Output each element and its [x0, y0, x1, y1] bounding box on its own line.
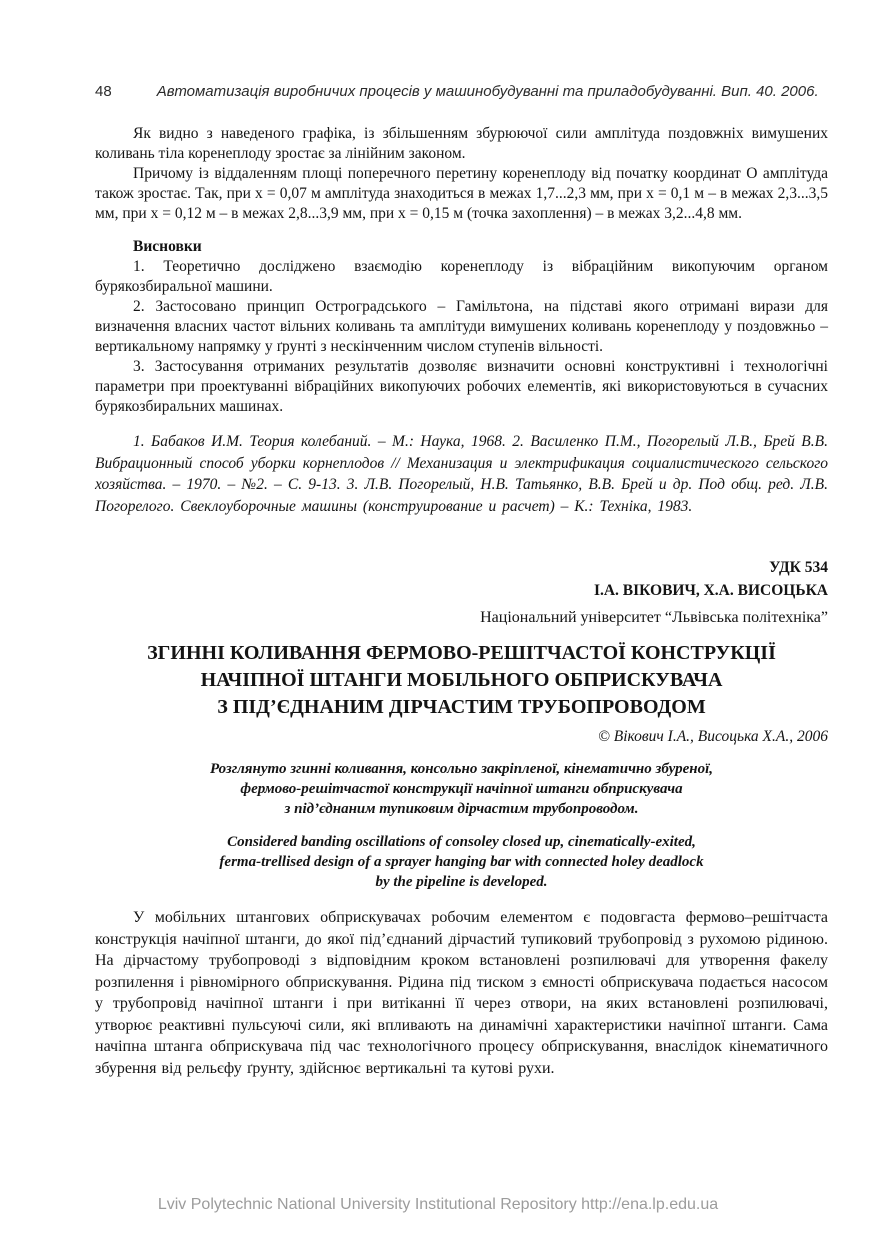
page-number: 48 [95, 83, 112, 100]
abstract-line: ferma-trellised design of a sprayer hanging bar with connected holey deadlock [219, 854, 704, 870]
udc-code: УДК 534 [769, 559, 828, 576]
affiliation-line: Національний університет “Львівська політехніка” [480, 609, 828, 626]
abstract-line: Considered banding oscillations of consoley closed up, cinematically-exited, [227, 834, 696, 850]
conclusions-heading: Висновки [133, 238, 202, 255]
references-block: 1. Бабаков И.М. Теория колебаний. – М.: Наука, 1968. 2. Василенко П.М., Погорелый Л.В., Брей В.В. Вибрационный способ уборки корнеплодов // Механизация и электрификация социалистического сельского хозяйства. – 1970. – №2. – С. 9-13. 3. Л.В. Погорелый, Н.В. Татьянко, В.В. Брей и др. Под общ. ред. Л.В. Погорелого. Свеклоуборочные машины (конструирование и расчет) – К.: Техніка, 1983. [95, 433, 828, 515]
previous-article-section [95, 124, 828, 517]
abstract-line: by the pipeline is developed. [375, 874, 548, 890]
abstract-line: Розглянуто згинні коливання, консольно закріпленої, кінематично збуреної, [209, 761, 714, 777]
journal-title: Автоматизація виробничих процесів у машинобудуванні та приладобудуванні. Вип. 40. 2006. [156, 83, 819, 100]
article-title [95, 640, 828, 721]
authors-line: І.А. ВІКОВИЧ, Х.А. ВИСОЦЬКА [593, 582, 828, 599]
intro-paragraph: У мобільних штангових обприскувачах робочим елементом є подовгаста фермово–решітчаста конструкція начіпної штанги, до якої під’єднаний дірчастий тупиковий трубопровід з рухомою рідиною. На дірчастому трубопроводі з відповідним кроком встановлені розпилювачі для утворення факелу розпилення і рівномірного обприскування. Рідина під тиском з ємності обприскувача подається насосом у трубопровід начіпної штанги і при витіканні її через отвори, на яких встановлені розпилювачі, утворює реактивні пульсуючі сили, які впливають на динамічні характеристики начіпної штанги. Сама начіпна штанга обприскувача під час технологічного процесу обприскування, внаслідок кінематичного збурення від рельєфу ґрунту, здійснює вертикальні та кутові рухи. [95, 909, 828, 1077]
repository-footer: Lviv Polytechnic National University Institutional Repository http://ena.lp.edu.ua [157, 1196, 719, 1213]
copyright-line: © Вікович І.А., Висоцька Х.А., 2006 [598, 728, 828, 745]
conclusion-item: 3. Застосування отриманих результатів дозволяє визначити основні конструктивні і технологічні параметри при проектуванні вібраційних викопуючих робочих елементів, які використовуються в сучасних бурякозбиральних машинах. [95, 358, 828, 415]
conclusion-item: 1. Теоретично досліджено взаємодію коренеплоду із вібраційним викопуючим органом бурякозбиральної машини. [95, 258, 828, 295]
article-title-line: ЗГИННІ КОЛИВАННЯ ФЕРМОВО-РЕШІТЧАСТОЇ КОНСТРУКЦІЇ [147, 642, 776, 664]
paragraph: Як видно з наведеного графіка, із збільшенням збурюючої сили амплітуда поздовжніх вимушених коливань тіла коренеплоду зростає за лінійним законом. [95, 125, 828, 162]
conclusion-item: 2. Застосовано принцип Остроградського – Гамільтона, на підставі якого отримані вирази для визначення власних частот вільних коливань та амплітуди вимушених коливань коренеплоду у поздовжньо – вертикальному напрямку у ґрунті з нескінченним числом ступенів вільності. [95, 298, 828, 355]
page-content [95, 83, 828, 1095]
abstract-line: фермово-решітчастої конструкції начіпної штанги обприскувача [240, 781, 683, 797]
page-header [95, 83, 828, 100]
article-title-line: З ПІД’ЄДНАНИМ ДІРЧАСТИМ ТРУБОПРОВОДОМ [217, 696, 706, 718]
abstract-line: з під’єднаним тупиковим дірчастим трубопроводом. [284, 801, 639, 817]
article-title-line: НАЧІПНОЇ ШТАНГИ МОБІЛЬНОГО ОБПРИСКУВАЧА [200, 669, 723, 691]
new-article-section [95, 559, 828, 1079]
abstract-ukrainian [95, 759, 828, 819]
abstract-english [95, 832, 828, 892]
paragraph: Причому із віддаленням площі поперечного перетину коренеплоду від початку координат О амплітуда також зростає. Так, при х = 0,07 м амплітуда знаходиться в межах 1,7...2,3 мм, при х = 0,1 м – в межах 2,3...3,5 мм, при х = 0,12 м – в межах 2,8...3,9 мм, при х = 0,15 м (точка захоплення) – в межах 3,2...4,8 мм. [95, 165, 828, 222]
